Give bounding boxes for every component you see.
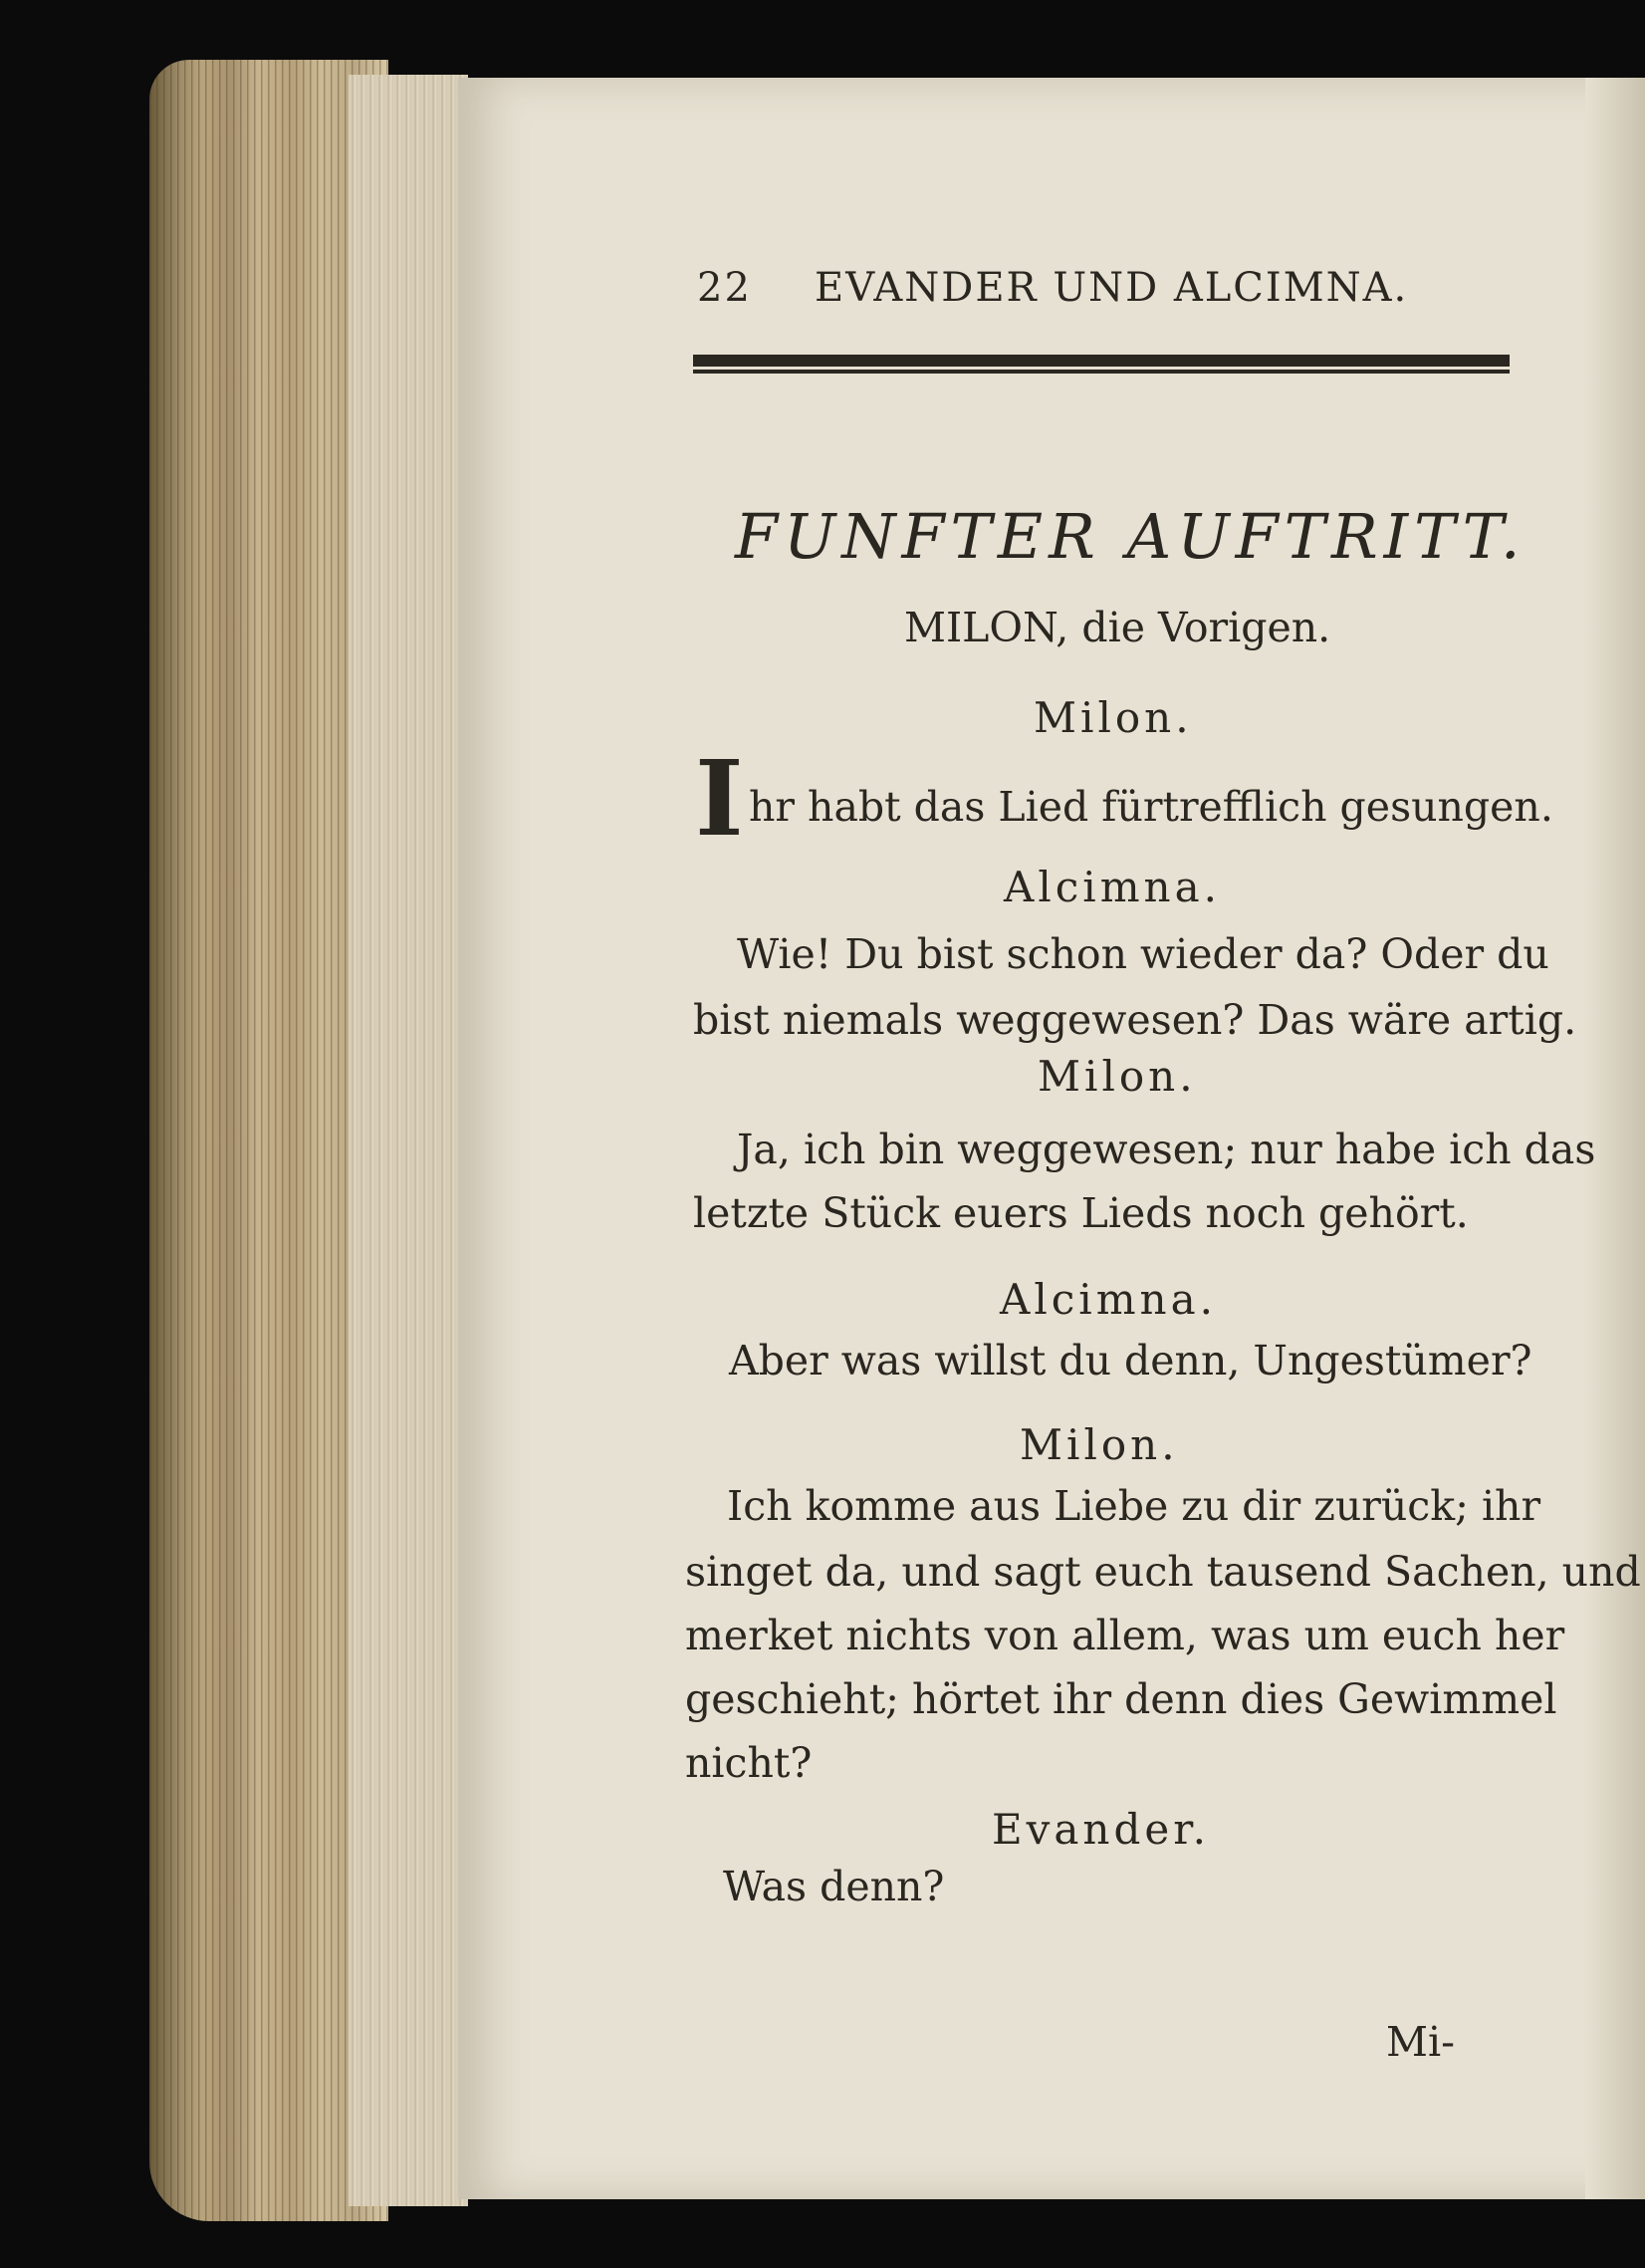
speaker-label: Milon. [1038, 1052, 1197, 1101]
text-line: geschieht; hörtet ihr denn dies Gewimmel [685, 1675, 1557, 1723]
text-line: merket nichts von allem, was um euch her [685, 1612, 1565, 1659]
drop-capital: I [695, 737, 744, 860]
text-line: nicht? [685, 1739, 813, 1787]
text-line: singet da, und sagt euch tausend Sachen, und [685, 1548, 1641, 1596]
text-line: bist niemals weggewesen? Das wäre artig. [693, 996, 1577, 1044]
text-line: Ich komme aus Liebe zu dir zurück; ihr [727, 1482, 1541, 1530]
speaker-label: Alcimna. [1000, 1275, 1217, 1324]
text-line: Ja, ich bin weggewesen; nur habe ich das [737, 1126, 1596, 1173]
text-line: letzte Stück euers Lieds noch gehört. [693, 1189, 1469, 1237]
text-line: Wie! Du bist schon wieder da? Oder du [737, 930, 1549, 978]
page-number: 22 [697, 265, 752, 311]
scene-title: FUNFTER AUFTRITT. [735, 500, 1527, 573]
text-line: Was denn? [723, 1863, 945, 1910]
speaker-label: Milon. [1020, 1420, 1179, 1469]
text-line: Aber was willst du denn, Ungestümer? [729, 1337, 1532, 1385]
speaker-label: Evander. [992, 1805, 1211, 1854]
running-title: EVANDER UND ALCIMNA. [815, 265, 1409, 311]
header-rule [693, 355, 1510, 370]
book-page [458, 78, 1645, 2199]
speaker-label: Milon. [1034, 693, 1193, 742]
page-edges [349, 75, 468, 2206]
text-line: hr habt das Lied fürtrefflich gesungen. [749, 783, 1553, 831]
speaker-label: Alcimna. [1004, 863, 1221, 911]
catchword: Mi- [1386, 2018, 1455, 2066]
cast-line: MILON, die Vorigen. [904, 604, 1331, 651]
